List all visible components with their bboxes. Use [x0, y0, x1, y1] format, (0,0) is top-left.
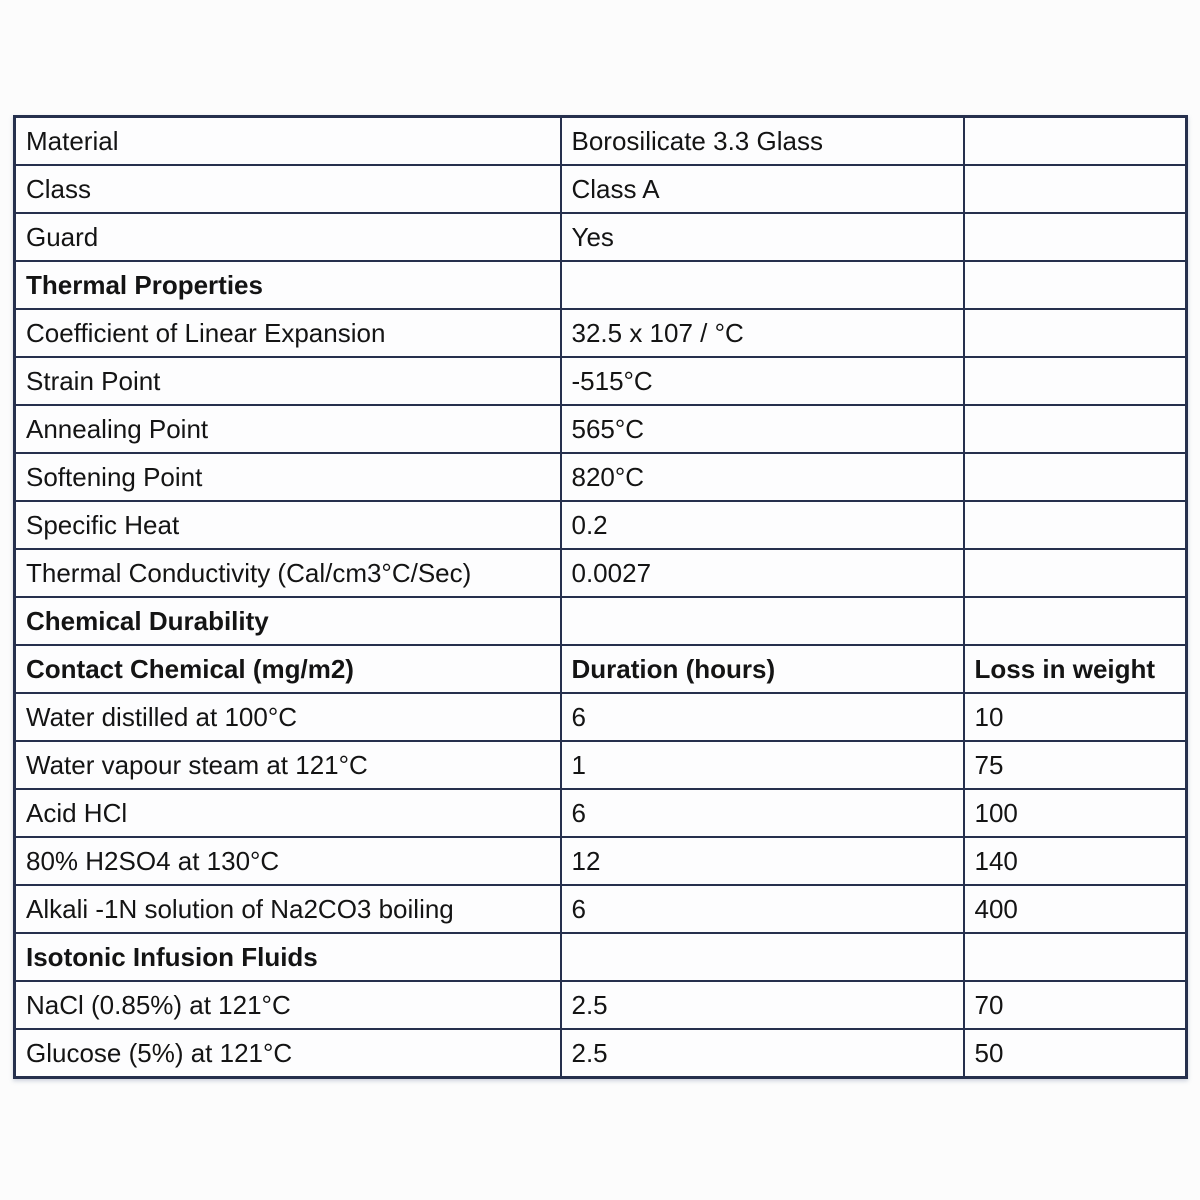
property-value: [561, 261, 964, 309]
duration-value: 6: [561, 885, 964, 933]
row-acid-hcl: [15, 789, 1187, 837]
extra-cell: [964, 597, 1187, 645]
row-nacl: [15, 981, 1187, 1029]
section-title: Thermal Properties: [15, 261, 561, 309]
property-value: Borosilicate 3.3 Glass: [561, 117, 964, 166]
loss-value: 50: [964, 1029, 1187, 1078]
duration-value: 2.5: [561, 981, 964, 1029]
extra-cell: [964, 117, 1187, 166]
property-value: 820°C: [561, 453, 964, 501]
extra-cell: [964, 165, 1187, 213]
loss-value: 140: [964, 837, 1187, 885]
loss-value: 100: [964, 789, 1187, 837]
row-material: [15, 117, 1187, 166]
column-header-contact-chemical: Contact Chemical (mg/m2): [15, 645, 561, 693]
loss-value: 400: [964, 885, 1187, 933]
property-label: Glucose (5%) at 121°C: [15, 1029, 561, 1078]
property-value: 0.2: [561, 501, 964, 549]
row-h2so4: [15, 837, 1187, 885]
property-label: Coefficient of Linear Expansion: [15, 309, 561, 357]
extra-cell: [964, 309, 1187, 357]
row-specific-heat: [15, 501, 1187, 549]
column-header-duration: Duration (hours): [561, 645, 964, 693]
property-value: -515°C: [561, 357, 964, 405]
property-value: 32.5 x 107 / °C: [561, 309, 964, 357]
row-water-distilled: [15, 693, 1187, 741]
duration-value: 2.5: [561, 1029, 964, 1078]
extra-cell: [964, 453, 1187, 501]
duration-value: 6: [561, 693, 964, 741]
column-header-row: [15, 645, 1187, 693]
property-value: Class A: [561, 165, 964, 213]
extra-cell: [964, 357, 1187, 405]
section-thermal-properties: [15, 261, 1187, 309]
extra-cell: [964, 213, 1187, 261]
duration-value: 6: [561, 789, 964, 837]
column-header-loss-in-weight: Loss in weight: [964, 645, 1187, 693]
extra-cell: [964, 261, 1187, 309]
row-strain-point: [15, 357, 1187, 405]
property-label: Water vapour steam at 121°C: [15, 741, 561, 789]
property-value: [561, 597, 964, 645]
property-value: 0.0027: [561, 549, 964, 597]
section-title: Isotonic Infusion Fluids: [15, 933, 561, 981]
property-label: Water distilled at 100°C: [15, 693, 561, 741]
property-label: Thermal Conductivity (Cal/cm3°C/Sec): [15, 549, 561, 597]
duration-value: 12: [561, 837, 964, 885]
row-annealing-point: [15, 405, 1187, 453]
loss-value: 75: [964, 741, 1187, 789]
property-label: NaCl (0.85%) at 121°C: [15, 981, 561, 1029]
extra-cell: [964, 405, 1187, 453]
row-softening-point: [15, 453, 1187, 501]
loss-value: 70: [964, 981, 1187, 1029]
property-label: Class: [15, 165, 561, 213]
property-label: Annealing Point: [15, 405, 561, 453]
property-label: Softening Point: [15, 453, 561, 501]
row-coefficient-linear-expansion: [15, 309, 1187, 357]
property-label: Strain Point: [15, 357, 561, 405]
row-guard: [15, 213, 1187, 261]
extra-cell: [964, 549, 1187, 597]
section-isotonic-infusion-fluids: [15, 933, 1187, 981]
row-glucose: [15, 1029, 1187, 1078]
row-alkali-na2co3: [15, 885, 1187, 933]
row-water-vapour-steam: [15, 741, 1187, 789]
property-value: [561, 933, 964, 981]
property-label: Material: [15, 117, 561, 166]
property-label: Alkali -1N solution of Na2CO3 boiling: [15, 885, 561, 933]
row-class: [15, 165, 1187, 213]
property-label: Acid HCl: [15, 789, 561, 837]
section-chemical-durability: [15, 597, 1187, 645]
section-title: Chemical Durability: [15, 597, 561, 645]
row-thermal-conductivity: [15, 549, 1187, 597]
property-label: Guard: [15, 213, 561, 261]
spec-table: [13, 115, 1188, 1079]
extra-cell: [964, 933, 1187, 981]
loss-value: 10: [964, 693, 1187, 741]
property-label: 80% H2SO4 at 130°C: [15, 837, 561, 885]
property-value: Yes: [561, 213, 964, 261]
property-label: Specific Heat: [15, 501, 561, 549]
extra-cell: [964, 501, 1187, 549]
duration-value: 1: [561, 741, 964, 789]
property-value: 565°C: [561, 405, 964, 453]
